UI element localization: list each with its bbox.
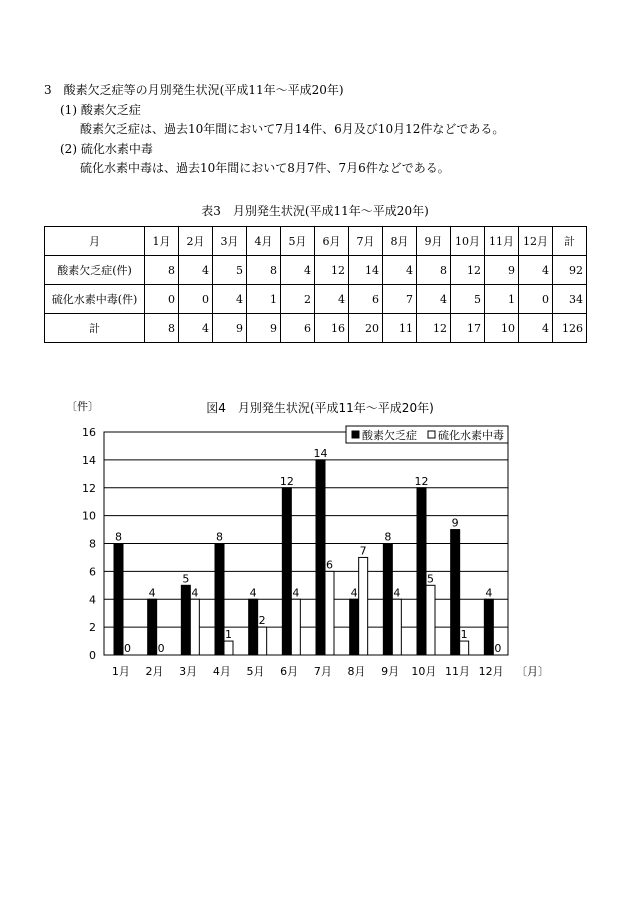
- table-cell: 8: [145, 256, 179, 285]
- chart-x-axis-label: 〔月〕: [516, 665, 549, 678]
- data-label: 5: [427, 572, 434, 586]
- data-label: 7: [359, 544, 367, 558]
- legend-swatch-h2s: [428, 431, 435, 438]
- bar-hydrogen-sulfide: [359, 557, 368, 655]
- table-cell: 4: [315, 285, 349, 314]
- bar-hydrogen-sulfide: [258, 627, 267, 655]
- data-label: 4: [148, 586, 156, 600]
- bar-oxygen-deficiency: [316, 460, 325, 655]
- table-header-cell: 2月: [179, 227, 213, 256]
- data-label: 0: [124, 642, 131, 655]
- section-title: 3 酸素欠乏症等の月別発生状況(平成11年～平成20年): [44, 83, 344, 97]
- x-tick-label: 4月: [212, 665, 231, 678]
- y-tick-label: 6: [89, 565, 96, 579]
- data-label: 9: [451, 516, 459, 530]
- bar-hydrogen-sulfide: [392, 599, 401, 655]
- data-label: 4: [292, 586, 300, 600]
- table-cell: 20: [349, 314, 383, 343]
- data-label: 0: [157, 642, 165, 655]
- data-label: 14: [313, 446, 328, 460]
- x-tick-label: 5月: [246, 665, 265, 678]
- chart-plot-area: [82, 426, 508, 678]
- table-cell: 4: [519, 314, 553, 343]
- data-label: 1: [225, 628, 232, 642]
- table-header-cell: 5月: [281, 227, 315, 256]
- data-label: 12: [279, 474, 294, 488]
- table-cell: 4: [383, 256, 417, 285]
- x-tick-label: 6月: [280, 665, 299, 678]
- data-label: 0: [494, 642, 502, 655]
- table-header-cell: 4月: [247, 227, 281, 256]
- legend-swatch-oxygen: [352, 431, 359, 438]
- table-cell: 11: [383, 314, 417, 343]
- data-label: 4: [191, 586, 199, 600]
- table-cell: 8: [145, 314, 179, 343]
- table-cell: 4: [213, 285, 247, 314]
- bar-oxygen-deficiency: [114, 544, 123, 656]
- y-tick-label: 8: [89, 537, 96, 551]
- y-tick-label: 2: [89, 621, 96, 635]
- bar-oxygen-deficiency: [350, 599, 359, 655]
- data-label: 8: [216, 530, 223, 544]
- table-cell: 4: [519, 256, 553, 285]
- table-cell: 10: [485, 314, 519, 343]
- table-cell: 126: [553, 314, 587, 343]
- bar-hydrogen-sulfide: [426, 585, 435, 655]
- table-cell: 17: [451, 314, 485, 343]
- x-tick-label: 9月: [381, 665, 400, 678]
- y-tick-label: 0: [89, 649, 96, 662]
- y-tick-label: 10: [82, 509, 96, 523]
- table-cell: 12: [451, 256, 485, 285]
- bar-oxygen-deficiency: [451, 530, 460, 655]
- table-header-cell: 1月: [145, 227, 179, 256]
- table-row: [45, 256, 587, 285]
- table-cell: 6: [349, 285, 383, 314]
- bar-hydrogen-sulfide: [224, 641, 233, 655]
- data-label: 2: [258, 614, 266, 628]
- x-tick-label: 7月: [313, 665, 332, 678]
- table-cell: 5: [451, 285, 485, 314]
- table-header-row: [45, 227, 587, 256]
- bar-oxygen-deficiency: [383, 544, 392, 656]
- table-cell: 34: [553, 285, 587, 314]
- data-label: 5: [182, 572, 190, 586]
- table-cell: 0: [179, 285, 213, 314]
- data-label: 8: [115, 530, 122, 544]
- data-label: 4: [485, 586, 493, 600]
- table-header-cell: 3月: [213, 227, 247, 256]
- bar-oxygen-deficiency: [484, 599, 493, 655]
- table-row-label: 酸素欠乏症(件): [45, 256, 145, 285]
- subsection-body-oxygen: 酸素欠乏症は、過去10年間において7月14件、6月及び10月12件などである。: [80, 122, 505, 136]
- table-header-cell: 8月: [383, 227, 417, 256]
- table-cell: 6: [281, 314, 315, 343]
- x-tick-label: 10月: [411, 665, 437, 678]
- y-tick-label: 12: [82, 481, 96, 495]
- subsection-heading-h2s: (2) 硫化水素中毒: [60, 142, 153, 156]
- table-row: [45, 285, 587, 314]
- bar-hydrogen-sulfide: [460, 641, 469, 655]
- data-label: 6: [326, 558, 333, 572]
- table-header-cell: 12月: [519, 227, 553, 256]
- legend-label: 酸素欠乏症: [362, 429, 417, 442]
- subsection-heading-oxygen: (1) 酸素欠乏症: [60, 103, 141, 117]
- x-tick-label: 3月: [179, 665, 198, 678]
- table-cell: 1: [247, 285, 281, 314]
- x-tick-label: 2月: [145, 665, 164, 678]
- table-cell: 12: [315, 256, 349, 285]
- table-header-cell: 11月: [485, 227, 519, 256]
- x-tick-label: 11月: [445, 665, 470, 678]
- data-label: 4: [393, 586, 401, 600]
- table-row-label: 硫化水素中毒(件): [45, 285, 145, 314]
- table-header-cell: 6月: [315, 227, 349, 256]
- table-cell: 92: [553, 256, 587, 285]
- table-cell: 4: [417, 285, 451, 314]
- table-row-label: 計: [45, 314, 145, 343]
- table-header-cell: 月: [45, 227, 145, 256]
- table-cell: 9: [213, 314, 247, 343]
- y-tick-label: 14: [82, 453, 96, 467]
- data-label: 4: [350, 586, 358, 600]
- table-header-cell: 10月: [451, 227, 485, 256]
- monthly-bar-chart: [0, 392, 630, 692]
- table-header-cell: 9月: [417, 227, 451, 256]
- bar-oxygen-deficiency: [249, 599, 258, 655]
- data-label: 1: [460, 628, 468, 642]
- monthly-stats-table: [44, 226, 587, 343]
- chart-title: 図4 月別発生状況(平成11年～平成20年): [206, 401, 434, 415]
- table-cell: 1: [485, 285, 519, 314]
- table-cell: 8: [417, 256, 451, 285]
- bar-oxygen-deficiency: [148, 599, 157, 655]
- subsection-body-h2s: 硫化水素中毒は、過去10年間において8月7件、7月6件などである。: [80, 161, 450, 175]
- x-tick-label: 8月: [347, 665, 366, 678]
- table-cell: 4: [281, 256, 315, 285]
- table-header-cell: 計: [553, 227, 587, 256]
- chart-y-axis-label: 〔件〕: [66, 400, 99, 413]
- table-cell: 14: [349, 256, 383, 285]
- table-cell: 7: [383, 285, 417, 314]
- table-caption: 表3 月別発生状況(平成11年～平成20年): [201, 204, 429, 218]
- legend-label: 硫化水素中毒: [438, 429, 504, 442]
- y-tick-label: 16: [82, 426, 96, 439]
- bar-hydrogen-sulfide: [291, 599, 300, 655]
- bar-oxygen-deficiency: [282, 488, 291, 655]
- x-tick-label: 1月: [111, 665, 130, 678]
- table-cell: 5: [213, 256, 247, 285]
- table-cell: 16: [315, 314, 349, 343]
- table-cell: 8: [247, 256, 281, 285]
- table-cell: 9: [485, 256, 519, 285]
- table-header-cell: 7月: [349, 227, 383, 256]
- bar-oxygen-deficiency: [181, 585, 190, 655]
- table-cell: 9: [247, 314, 281, 343]
- data-label: 4: [249, 586, 257, 600]
- bar-oxygen-deficiency: [417, 488, 426, 655]
- table-cell: 2: [281, 285, 315, 314]
- table-cell: 0: [519, 285, 553, 314]
- bar-hydrogen-sulfide: [325, 571, 334, 655]
- table-cell: 4: [179, 256, 213, 285]
- bar-oxygen-deficiency: [215, 544, 224, 656]
- table-cell: 0: [145, 285, 179, 314]
- data-label: 12: [414, 474, 429, 488]
- table-cell: 12: [417, 314, 451, 343]
- table-cell: 4: [179, 314, 213, 343]
- data-label: 8: [384, 530, 392, 544]
- x-tick-label: 12月: [478, 665, 504, 678]
- bar-hydrogen-sulfide: [190, 599, 199, 655]
- y-tick-label: 4: [89, 593, 96, 607]
- table-row: [45, 314, 587, 343]
